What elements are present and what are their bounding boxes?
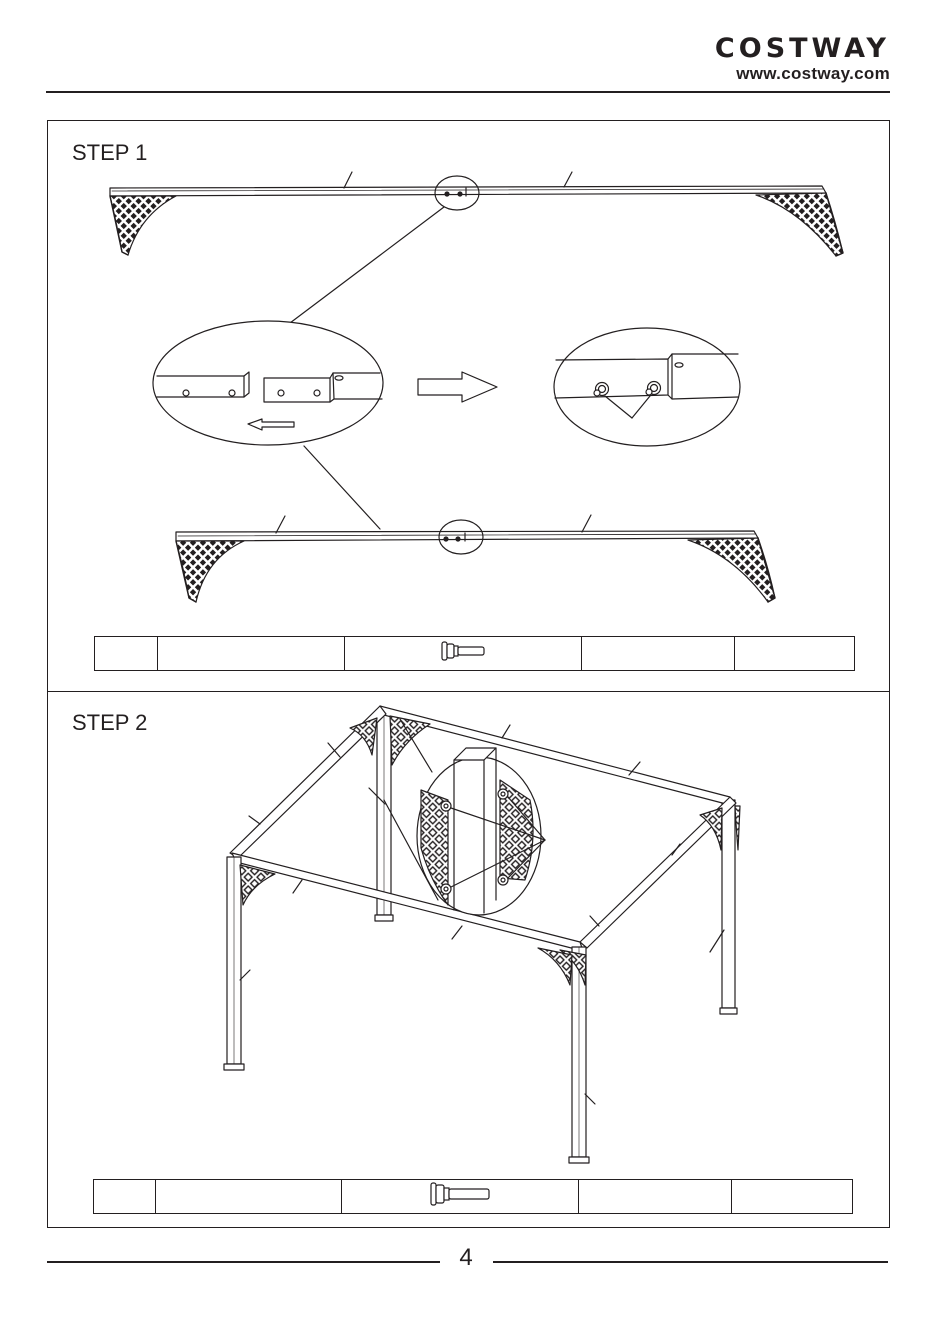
step1-detail-after bbox=[554, 328, 740, 446]
step-1-hardware-table bbox=[94, 636, 855, 671]
right-arrow-icon bbox=[418, 372, 497, 402]
footer-rule-right bbox=[493, 1261, 888, 1263]
bolt-with-washer-icon bbox=[438, 638, 488, 664]
brand-url: www.costway.com bbox=[736, 64, 890, 83]
step1-top-beam bbox=[110, 172, 843, 256]
table-cell bbox=[735, 637, 855, 671]
table-cell bbox=[732, 1180, 853, 1214]
table-cell bbox=[158, 637, 345, 671]
table-row bbox=[95, 637, 855, 671]
bolt-with-washer-icon bbox=[427, 1180, 493, 1208]
step-2-hardware-table bbox=[93, 1179, 853, 1214]
table-cell bbox=[95, 637, 158, 671]
brand-name: COSTWAY bbox=[714, 33, 890, 64]
table-cell bbox=[94, 1180, 156, 1214]
step1-detail-before bbox=[153, 321, 383, 445]
step-1-title: STEP 1 bbox=[72, 140, 148, 165]
table-cell bbox=[342, 1180, 579, 1214]
table-cell bbox=[156, 1180, 342, 1214]
table-cell bbox=[579, 1180, 732, 1214]
table-row bbox=[94, 1180, 853, 1214]
footer-rule-left bbox=[47, 1261, 440, 1263]
table-cell bbox=[345, 637, 582, 671]
step-2-title: STEP 2 bbox=[72, 710, 148, 735]
step1-assembled-beam bbox=[176, 515, 775, 602]
page-number: 4 bbox=[459, 1244, 473, 1271]
table-cell bbox=[582, 637, 735, 671]
